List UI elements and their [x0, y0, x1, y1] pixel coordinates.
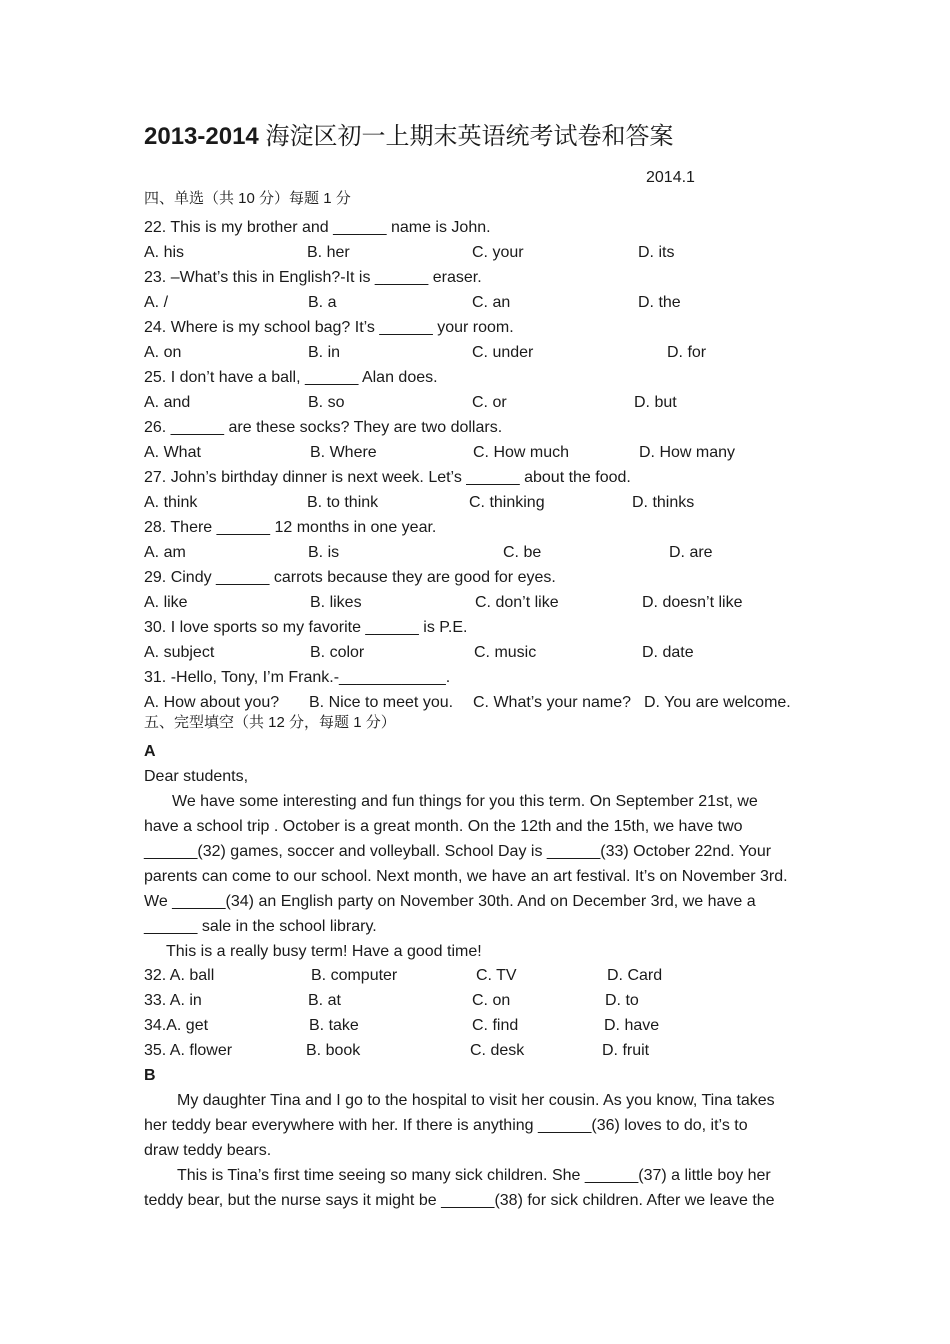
option: B. to think [307, 494, 379, 511]
option: D. Card [607, 967, 663, 984]
option: D. the [638, 294, 681, 311]
option: B. book [306, 1042, 361, 1059]
cloze-question: 34.A. get [144, 1017, 209, 1034]
question-stem: 31. -Hello, Tony, I’m Frank.-____________. [144, 669, 451, 686]
exam-date: 2014.1 [646, 169, 695, 186]
option: A. am [144, 544, 186, 561]
option: B. computer [311, 967, 398, 984]
option: A. and [144, 394, 191, 411]
title-year: 2013-2014 [144, 123, 259, 150]
option: B. take [309, 1017, 359, 1034]
option: B. in [308, 344, 341, 361]
option: B. is [308, 544, 340, 561]
option: D. doesn’t like [642, 594, 743, 611]
option: C. TV [476, 967, 517, 984]
passage-line: We ______(34) an English party on November 30th. And on December 3rd, we have a [144, 893, 756, 910]
option: C. your [472, 244, 524, 261]
option: D. are [669, 544, 713, 561]
question-stem: 25. I don’t have a ball, ______ Alan does. [144, 369, 438, 386]
option: C. on [472, 992, 511, 1009]
cloze-question: 32. A. ball [144, 967, 215, 984]
option: B. so [308, 394, 345, 411]
option: B. Where [310, 444, 377, 461]
option: D. its [638, 244, 675, 261]
passage-line: draw teddy bears. [144, 1142, 272, 1159]
option: B. color [310, 644, 365, 661]
option: C. thinking [469, 494, 545, 511]
passage-line: This is Tina’s first time seeing so many sick children. She ______(37) a little boy her [177, 1167, 771, 1184]
option: C. under [472, 344, 534, 361]
option: D. for [667, 344, 707, 361]
title-text: 海淀区初一上期末英语统考试卷和答案 [265, 123, 674, 150]
option: C. an [472, 294, 511, 311]
option: D. How many [639, 444, 736, 461]
passage-line: ______ sale in the school library. [144, 918, 377, 935]
passage-line: have a school trip . October is a great month. On the 12th and the 15th, we have two [144, 818, 743, 835]
option: C. or [472, 394, 507, 411]
option: C. don’t like [475, 594, 559, 611]
option: D. You are welcome. [644, 694, 791, 711]
passage-line: My daughter Tina and I go to the hospital to visit her cousin. As you know, Tina takes [177, 1092, 775, 1109]
option: B. likes [310, 594, 362, 611]
question-stem: 24. Where is my school bag? It’s ______ your room. [144, 319, 514, 336]
option: C. be [503, 544, 542, 561]
option: A. on [144, 344, 182, 361]
passage-line: her teddy bear everywhere with her. If there is anything ______(36) loves to do, it’s to [144, 1117, 748, 1134]
section4-heading: 四、单选（共 10 分）每题 1 分 [144, 190, 351, 207]
option: C. find [472, 1017, 519, 1034]
option: C. What’s your name? [473, 694, 631, 711]
option: A. think [144, 494, 198, 511]
option: A. subject [144, 644, 215, 661]
option: A. his [144, 244, 185, 261]
option: D. thinks [632, 494, 695, 511]
option: D. date [642, 644, 694, 661]
option: A. / [144, 294, 169, 311]
question-stem: 30. I love sports so my favorite ______ is P.E. [144, 619, 468, 636]
passage-line: parents can come to our school. Next month, we have an art festival. It’s on November 3rd. [144, 868, 788, 885]
question-stem: 22. This is my brother and ______ name is John. [144, 219, 491, 236]
passage-line: teddy bear, but the nurse says it might be ______(38) for sick children. After we leave the [144, 1192, 775, 1209]
section5-heading: 五、完型填空（共 12 分，每题 1 分） [144, 714, 396, 731]
question-stem: 29. Cindy ______ carrots because they are good for eyes. [144, 569, 556, 586]
option: B. at [308, 992, 341, 1009]
option: A. like [144, 594, 188, 611]
question-stem: 28. There ______ 12 months in one year. [144, 519, 437, 536]
option: B. Nice to meet you. [309, 694, 454, 711]
cloze-question: 33. A. in [144, 992, 202, 1009]
option: D. have [604, 1017, 660, 1034]
cloze-question: 35. A. flower [144, 1042, 233, 1059]
passage-line: We have some interesting and fun things for you this term. On September 21st, we [172, 793, 758, 810]
passage-line: This is a really busy term! Have a good time! [166, 943, 482, 960]
option: D. fruit [602, 1042, 650, 1059]
option: A. What [144, 444, 201, 461]
passage-b-label: B [144, 1067, 156, 1084]
option: D. but [634, 394, 677, 411]
passage-line: Dear students, [144, 768, 249, 785]
question-stem: 26. ______ are these socks? They are two dollars. [144, 419, 503, 436]
passage-line: ______(32) games, soccer and volleyball. School Day is ______(33) October 22nd. Your [144, 843, 772, 860]
option: C. desk [470, 1042, 525, 1059]
option: C. How much [473, 444, 570, 461]
page-title [144, 116, 673, 151]
option: C. music [474, 644, 537, 661]
question-stem: 23. –What’s this in English?-It is ______ eraser. [144, 269, 482, 286]
passage-a-label: A [144, 743, 156, 760]
option: B. a [308, 294, 337, 311]
option: A. How about you? [144, 694, 280, 711]
option: B. her [307, 244, 350, 261]
option: D. to [605, 992, 639, 1009]
question-stem: 27. John’s birthday dinner is next week. Let’s ______ about the food. [144, 469, 631, 486]
